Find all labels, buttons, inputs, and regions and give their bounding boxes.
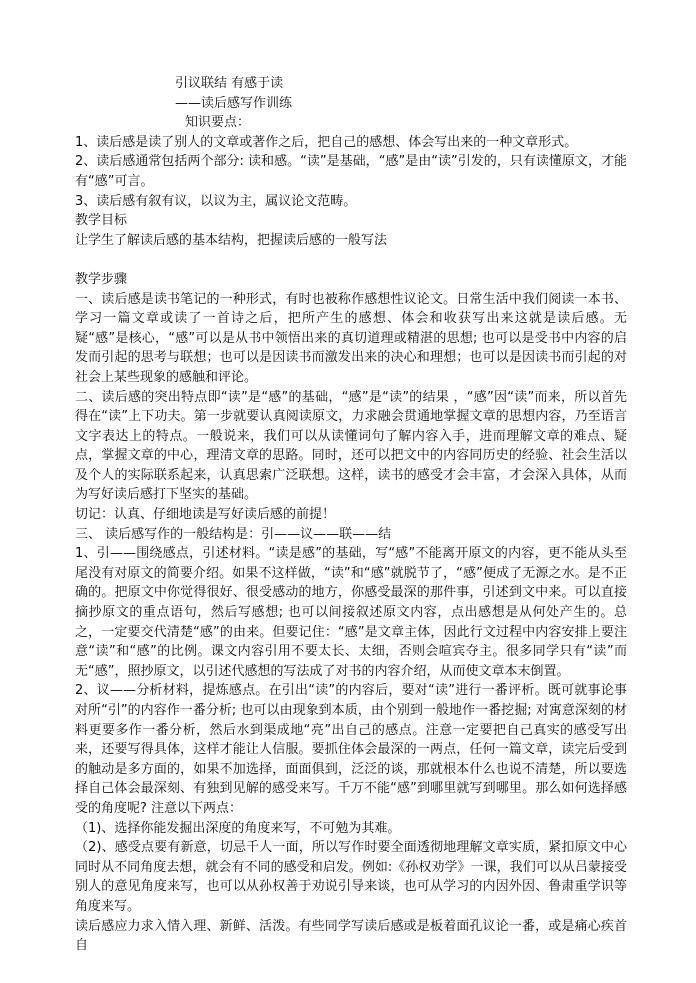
step-3-1-paragraph: 1、引——围绕感点，引述材料。“读是感”的基础，写“感”不能离开原文的内容，更不能从头至尾没有对原文的简要介绍。如果不这样做，“读”和“感”就脱节了，“感”便成了无源之水。是不正确的。把原文中你觉得很好、很受感动的地方，你感受最深的那件事，引述到文中来。可以直接摘抄原文的重点语句，然后写感想; 也可以间接叙述原文内容，点出感想是从何处产生的。总之，一定要交代清楚“感”的由来。但要记住：“感”是文章主体，因此行文过程中内容安排上要注意“读”和“感”的比例。课文内容引用不要太长、太细，否则会喧宾夺主。很多同学只有“读”而无“感”，照抄原文，以引述代感想的写法成了对书的内容介绍，从而使文章本末倒置。 [75,546,627,679]
document-title: 引议联结 有感于读 [175,76,284,91]
document-page [75,74,627,956]
step-1-paragraph: 一、读后感是读书笔记的一种形式，有时也被称作感想性议论文。日常生活中我们阅读一本书、学习一篇文章或读了一首诗之后，把所产生的感想、体会和收获写出来这就是读后感。无疑“感”是核心，“感”可以是从书中领悟出来的真切道理或精湛的思想; 也可以是受书中内容的启发而引起的思考与联想；也可以是因读书而激发出来的决心和理想；也可以是因读书而引起的对社会上某些现象的感触和评论。 [75,291,627,385]
document-subtitle: ——读后感写作训练 [175,95,293,111]
step-2-paragraph: 二、读后感的突出特点即“读”是“感”的基础，“感”是“读”的结果 ，“感”因“读”而来，所以首先得在“读”上下功夫。第一步就要认真阅读原文，力求融会贯通地掌握文章的思想内容，乃至语言文字表达上的特点。一般说来，我们可以从读懂词句了解内容入手，进而理解文章的难点、疑点，掌握文章的中心，理清文章的思路。同时，还可以把文中的内容同历史的经验、社会生活以及个人的实际联系起来，认真思索广泛联想。这样，读书的感受才会丰富，才会深入具体，从而为写好读后感打下坚实的基础。 [75,389,627,503]
steps-heading: 教学步骤 [75,271,128,287]
objective-text: 让学生了解读后感的基本结构，把握读后感的一般写法 [75,232,388,248]
reminder-text: 切记：认真、仔细地读是写好读后感的前提！ [75,507,336,523]
knowledge-point-2: 2、读后感通常包括两个部分: 读和感。“读”是基础，“感”是由“读”引发的，只有读懂原文，才能有“感”可言。 [75,154,627,189]
objective-heading: 教学目标 [75,213,128,229]
knowledge-heading: 知识要点： [185,115,251,131]
point-2-text: （2)、感受点要有新意，切忌千人一面，所以写作时要全面透彻地理解文章实质，紧扣原文中心同时从不同角度去想，就会有不同的感受和启发。例如:《孙权劝学》一课，我们可以从吕蒙接受别人的意见角度来写，也可以从孙权善于劝说引导来谈，也可从学习的内因外因、鲁肃重学识等角度来写。 [75,840,627,914]
blank-line [75,250,627,270]
knowledge-point-1: 1、读后感是读了别人的文章或著作之后，把自己的感想、体会写出来的一种文章形式。 [75,134,578,150]
closing-text: 读后感应力求入情入理、新鲜、活泼。有些同学写读后感或是板着面孔议论一番，或是痛心疾首自 [75,918,627,954]
step-3-heading: 三、 读后感写作的一般结构是：引——议——联——结 [75,526,392,542]
point-1-text: （1)、选择你能发掘出深度的角度来写，不可勉为其难。 [75,820,401,836]
knowledge-point-3: 3、读后感有叙有议，以议为主，属议论文范畴。 [75,193,357,209]
step-3-2-paragraph: 2、议——分析材料，提炼感点。在引出“读”的内容后，要对“读”进行一番评析。既可就事论事对所“引”的内容作一番分析; 也可以由现象到本质，由个别到一般地作一番挖掘; 对寓意深刻的材料更要多作一番分析，然后水到渠成地“亮”出自己的感点。注意一定要把自己真实的感受写出来，还要写得具体，这样才能让人信服。要抓住体会最深的一两点，任何一篇文章，读完后受到的触动是多方面的，如果不加选择，面面俱到，泛泛的谈，那就根本什么也说不清楚，所以要选择自己体会最深刻、有独到见解的感受来写。千万不能“感”到哪里就写到哪里。那么如何选择感受的角度呢? 注意以下两点： [75,683,627,816]
